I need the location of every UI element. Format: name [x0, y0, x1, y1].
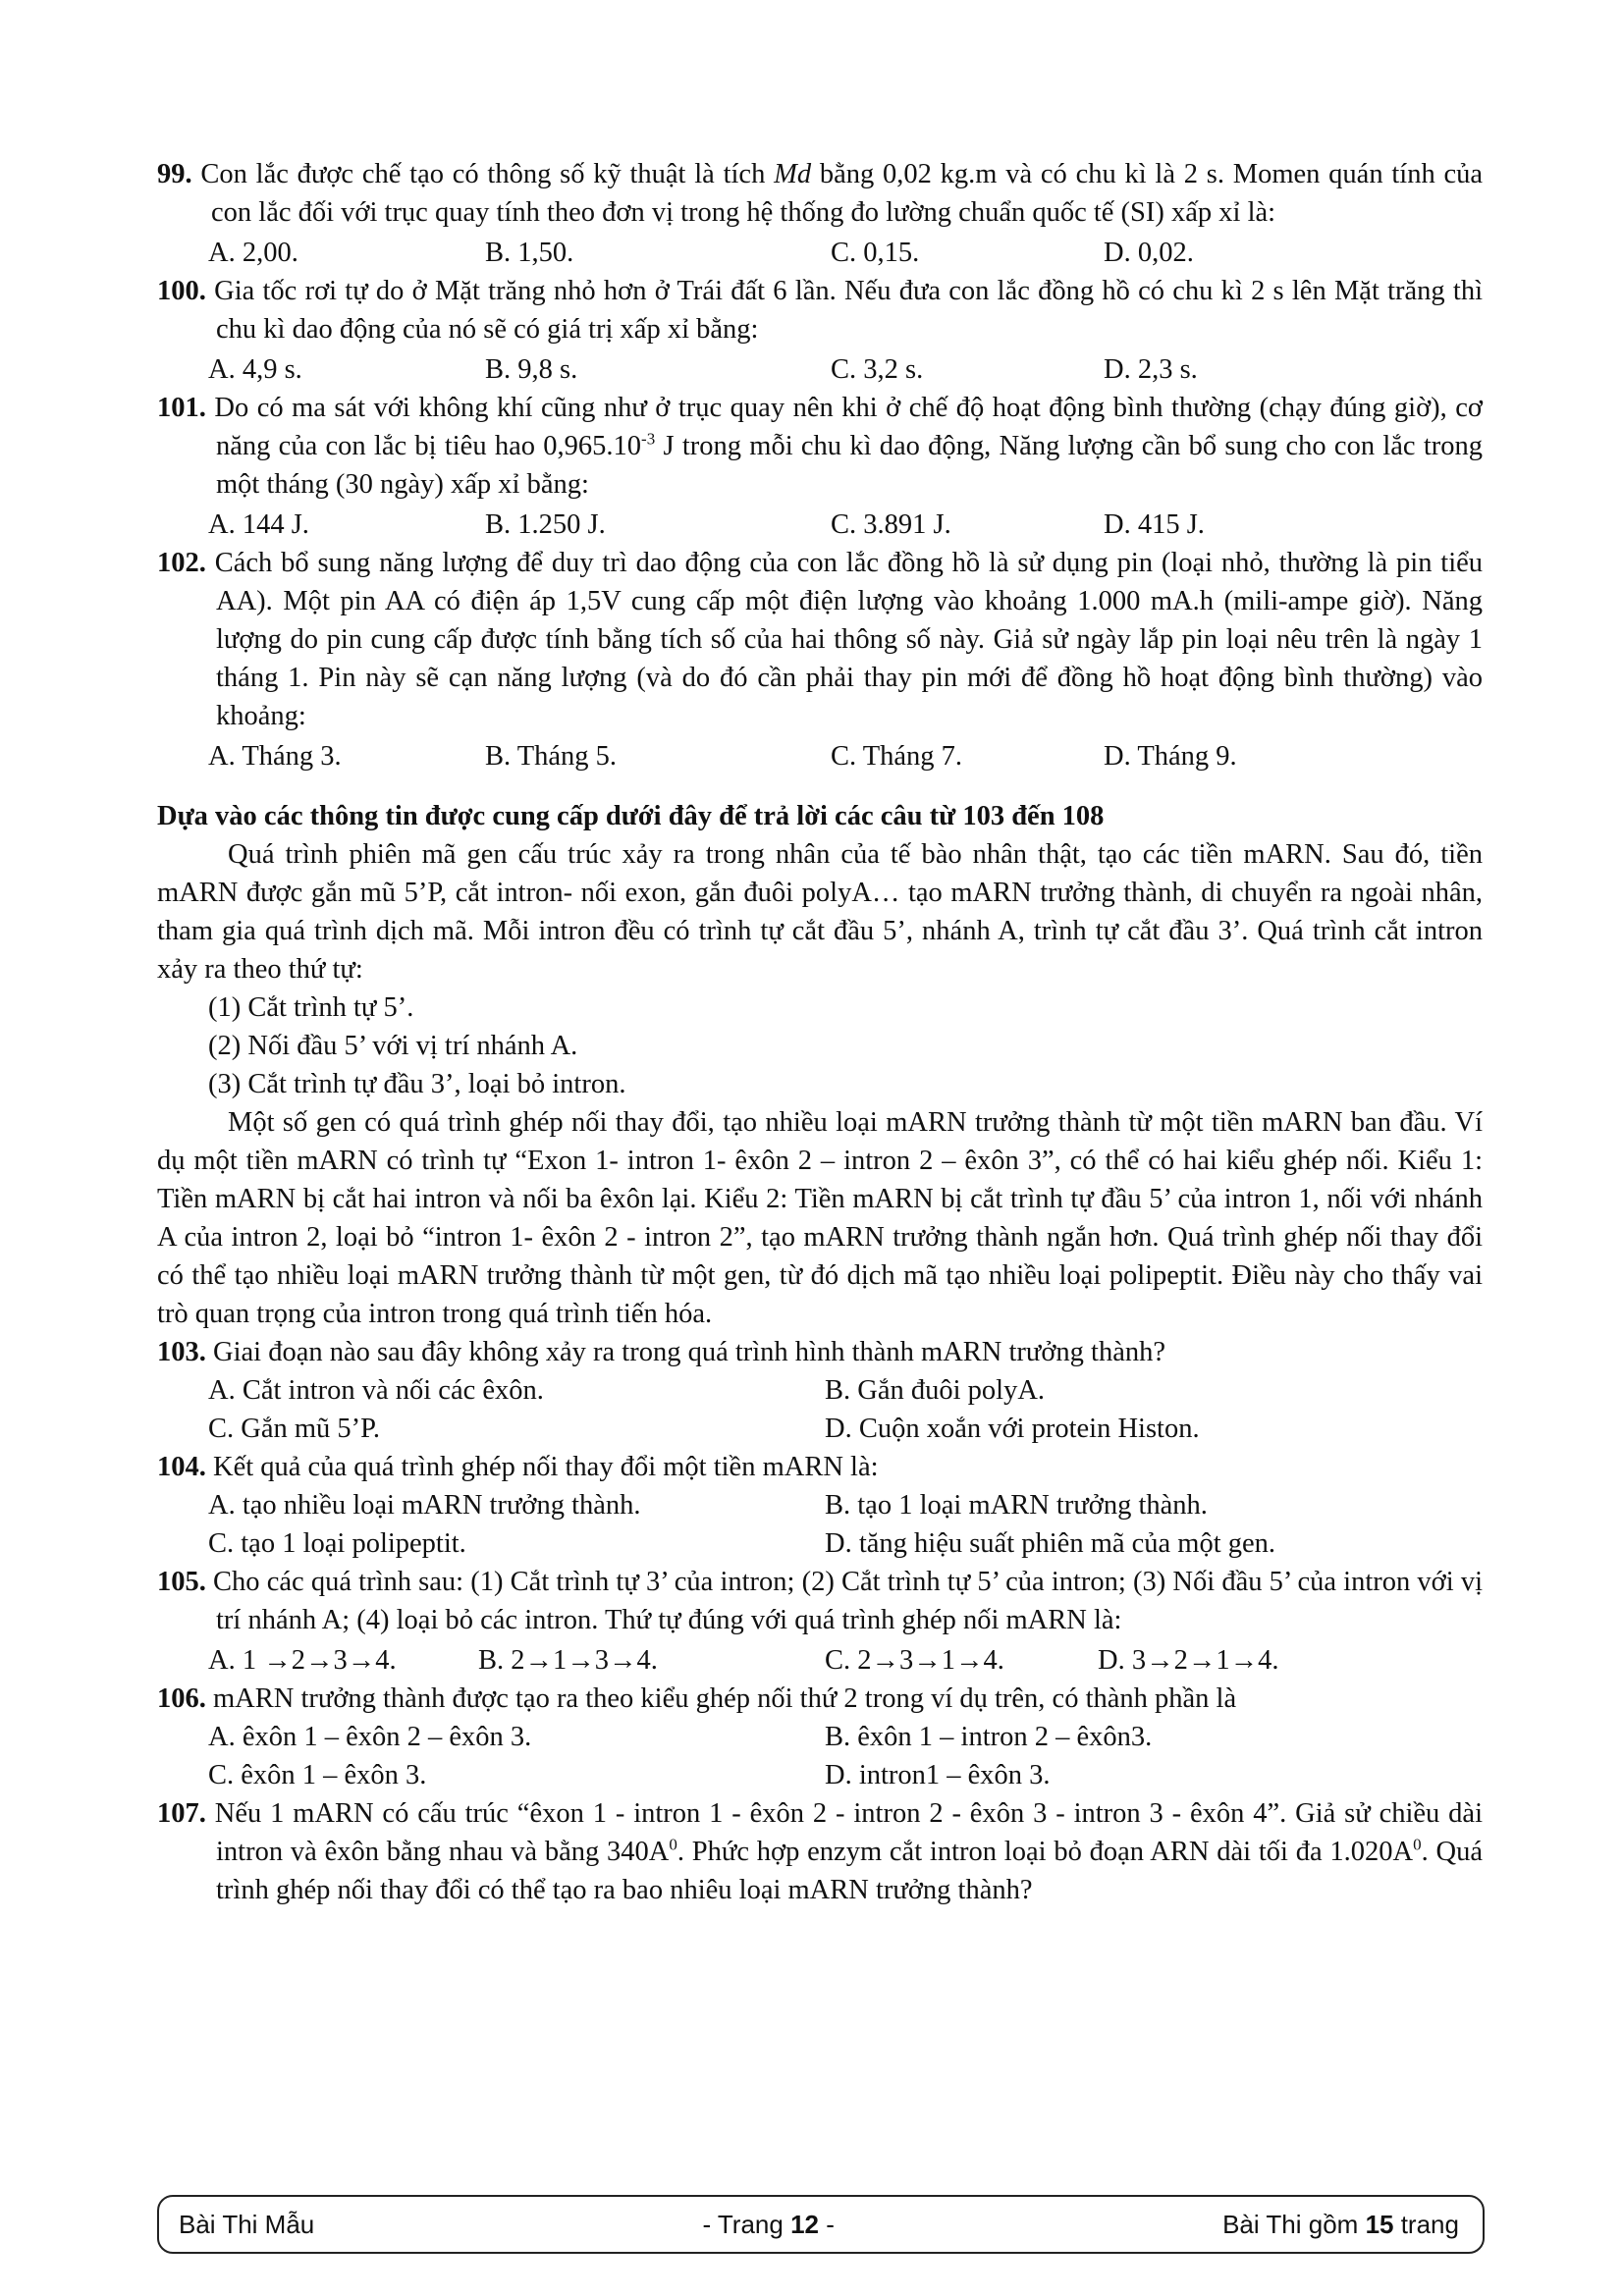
option-a: A. Tháng 3.	[208, 741, 342, 772]
exam-page	[157, 155, 1483, 1909]
question-number: 105.	[157, 1567, 206, 1597]
question-number: 104.	[157, 1452, 206, 1482]
question-number: 103.	[157, 1337, 206, 1367]
page-footer	[157, 2195, 1485, 2254]
question-text: 106. mARN trưởng thành được tạo ra theo kiểu ghép nối thứ 2 trong ví dụ trên, có thành phần là	[157, 1683, 1237, 1714]
option-c: C. 0,15.	[831, 238, 920, 268]
answer-options	[157, 737, 1483, 775]
question-text: 102. Cách bổ sung năng lượng để duy trì dao động của con lắc đồng hồ là sử dụng pin (loại nhỏ, thường là pin tiểu AA). Một pin AA có điện áp 1,5V cung cấp một điện lượng vào khoảng 1.000 mA.h (mili-ampe giờ). Năng lượng do pin cung cấp được tính bằng tích số của hai thông số này. Giả sử ngày lắp pin loại nêu trên là ngày 1 tháng 1. Pin này sẽ cạn năng lượng (và do đó cần phải thay pin mới để đồng hồ hoạt động bình thường) vào khoảng:	[157, 548, 1484, 731]
option-c: C. 3.891 J.	[831, 509, 951, 540]
option-a: A. 1 →2→3→4.	[208, 1645, 397, 1676]
option-b: B. Gắn đuôi polyA.	[825, 1375, 1046, 1406]
section-paragraph: Một số gen có quá trình ghép nối thay đổi, tạo nhiều loại mARN trưởng thành từ một tiền mARN ban đầu. Ví dụ một tiền mARN có trình tự “Exon 1- intron 1- êxôn 2 – intron 2 – êxôn 3”, có thể có hai kiểu ghép nối. Kiểu 1: Tiền mARN bị cắt hai intron và nối ba êxôn lại. Kiểu 2: Tiền mARN bị cắt trình tự đầu 5’ của intron 1, nối với nhánh A của intron 2, loại bỏ “intron 1- êxôn 2 - intron 2”, tạo mARN trưởng thành ngắn hơn. Quá trình ghép nối thay đổi có thể tạo nhiều loại mARN trưởng thành từ một gen, từ đó dịch mã tạo nhiều loại polipeptit. Điều này cho thấy vai trò quan trọng của intron trong quá trình tiến hóa.	[157, 1107, 1483, 1329]
question-number: 101.	[157, 393, 206, 423]
option-c: C. 3,2 s.	[831, 354, 924, 385]
option-d: D. Cuộn xoắn với protein Histon.	[825, 1414, 1200, 1444]
answer-options	[157, 234, 1483, 272]
answer-options	[157, 1718, 1483, 1794]
option-a: A. tạo nhiều loại mARN trưởng thành.	[208, 1490, 641, 1521]
question-106	[157, 1680, 1483, 1794]
process-step: (1) Cắt trình tự 5’.	[208, 992, 414, 1023]
question-99	[157, 155, 1483, 272]
option-b: B. Tháng 5.	[485, 741, 618, 772]
option-d: D. 2,3 s.	[1104, 354, 1198, 385]
question-103	[157, 1333, 1483, 1448]
option-b: B. êxôn 1 – intron 2 – êxôn3.	[825, 1722, 1153, 1752]
question-text: 105. Cho các quá trình sau: (1) Cắt trình tự 3’ của intron; (2) Cắt trình tự 5’ của intron; (3) Nối đầu 5’ của intron với vị trí nhánh A; (4) loại bỏ các intron. Thứ tự đúng với quá trình ghép nối mARN là:	[157, 1567, 1483, 1635]
option-c: C. 2→3→1→4.	[825, 1645, 1004, 1676]
question-text: 103. Giai đoạn nào sau đây không xảy ra trong quá trình hình thành mARN trưởng thành?	[157, 1337, 1166, 1367]
question-101	[157, 389, 1483, 544]
option-d: D. 3→2→1→4.	[1098, 1645, 1279, 1676]
option-c: C. Tháng 7.	[831, 741, 963, 772]
option-a: A. 144 J.	[208, 509, 309, 540]
option-b: B. 9,8 s.	[485, 354, 578, 385]
footer-total-pages: Bài Thi gồm 15 trang	[1222, 2209, 1459, 2239]
answer-options	[157, 1641, 1483, 1680]
option-a: A. 4,9 s.	[208, 354, 302, 385]
section-paragraph: Quá trình phiên mã gen cấu trúc xảy ra trong nhân của tế bào nhân thật, tạo các tiền mARN. Sau đó, tiền mARN được gắn mũ 5’P, cắt intron- nối exon, gắn đuôi polyA… tạo mARN trưởng thành, di chuyển ra ngoài nhân, tham gia quá trình dịch mã. Mỗi intron đều có trình tự cắt đầu 5’, nhánh A, trình tự cắt đầu 3’. Quá trình cắt intron xảy ra theo thứ tự:	[157, 839, 1483, 985]
option-d: D. 0,02.	[1104, 238, 1194, 268]
option-a: A. êxôn 1 – êxôn 2 – êxôn 3.	[208, 1722, 532, 1752]
question-number: 99.	[157, 159, 192, 189]
option-c: C. tạo 1 loại polipeptit.	[208, 1528, 466, 1559]
option-d: D. intron1 – êxôn 3.	[825, 1760, 1051, 1790]
footer-page-number: - Trang 12 -	[702, 2209, 835, 2239]
answer-options	[157, 350, 1483, 389]
option-b: B. tạo 1 loại mARN trưởng thành.	[825, 1490, 1208, 1521]
section-heading: Dựa vào các thông tin được cung cấp dưới đây để trả lời các câu từ 103 đến 108	[157, 801, 1105, 831]
option-d: D. 415 J.	[1104, 509, 1205, 540]
process-step: (3) Cắt trình tự đầu 3’, loại bỏ intron.	[208, 1069, 626, 1099]
option-d: D. Tháng 9.	[1104, 741, 1237, 772]
question-number: 106.	[157, 1683, 206, 1714]
option-a: A. Cắt intron và nối các êxôn.	[208, 1375, 544, 1406]
footer-exam-name: Bài Thi Mẫu	[179, 2209, 315, 2239]
option-c: C. Gắn mũ 5’P.	[208, 1414, 380, 1444]
answer-options	[157, 1486, 1483, 1563]
question-number: 107.	[157, 1798, 206, 1829]
question-text: 107. Nếu 1 mARN có cấu trúc “êxon 1 - intron 1 - êxôn 2 - intron 2 - êxôn 3 - intron 3 - êxôn 4”. Giả sử chiều dài intron và êxôn bằng nhau và bằng $340A^0$. Phức hợp enzym cắt intron loại bỏ đoạn ARN dài tối đa $1.020A^0$. Quá trình ghép nối thay đổi có thể tạo ra bao nhiêu loại mARN trưởng thành?	[157, 1798, 1484, 1905]
question-text: 101. Do có ma sát với không khí cũng như ở trục quay nên khi ở chế độ hoạt động bình thường (chạy đúng giờ), cơ năng của con lắc bị tiêu hao $0,965.10^{-3}$ J trong mỗi chu kì dao động, Năng lượng cần bổ sung cho con lắc trong một tháng (30 ngày) xấp xỉ bằng:	[157, 393, 1484, 500]
option-b: B. 2→1→3→4.	[478, 1645, 658, 1676]
answer-options	[157, 506, 1483, 544]
option-b: B. 1.250 J.	[485, 509, 606, 540]
answer-options	[157, 1371, 1483, 1448]
question-text: 99. Con lắc được chế tạo có thông số kỹ thuật là tích Md bằng 0,02 kg.m và có chu kì là 2 s. Momen quán tính của con lắc đối với trục quay tính theo đơn vị trong hệ thống đo lường chuẩn quốc tế (SI) xấp xỉ là:	[157, 159, 1484, 228]
question-102	[157, 544, 1483, 775]
question-105	[157, 1563, 1483, 1680]
option-c: C. êxôn 1 – êxôn 3.	[208, 1760, 427, 1790]
question-107	[157, 1794, 1483, 1909]
option-a: A. 2,00.	[208, 238, 298, 268]
question-100	[157, 272, 1483, 389]
question-text: 104. Kết quả của quá trình ghép nối thay đổi một tiền mARN là:	[157, 1452, 879, 1482]
question-text: 100. Gia tốc rơi tự do ở Mặt trăng nhỏ hơn ở Trái đất 6 lần. Nếu đưa con lắc đồng hồ có chu kì 2 s lên Mặt trăng thì chu kì dao động của nó sẽ có giá trị xấp xỉ bằng:	[157, 276, 1483, 345]
question-number: 100.	[157, 276, 206, 306]
option-d: D. tăng hiệu suất phiên mã của một gen.	[825, 1528, 1276, 1559]
option-b: B. 1,50.	[485, 238, 574, 268]
process-step: (2) Nối đầu 5’ với vị trí nhánh A.	[208, 1031, 578, 1061]
question-number: 102.	[157, 548, 206, 578]
question-104	[157, 1448, 1483, 1563]
